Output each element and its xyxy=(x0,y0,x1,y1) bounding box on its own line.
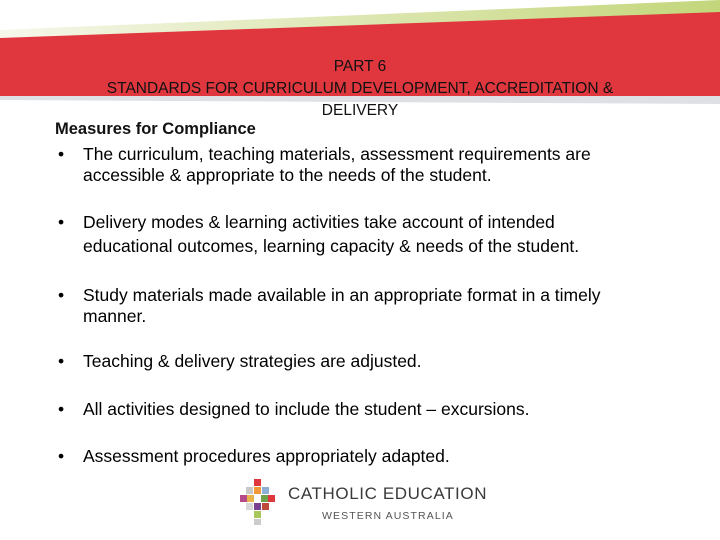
bullet-item xyxy=(56,212,579,257)
bullet-item xyxy=(56,285,600,327)
bullet-text-line: manner. xyxy=(83,306,147,326)
cross-mosaic-icon xyxy=(240,479,280,525)
title-line-2: DELIVERY xyxy=(321,102,399,119)
bullet-text-line: Assessment procedures appropriately adapted. xyxy=(83,446,450,466)
bullet-text-line: The curriculum, teaching materials, assessment requirements are xyxy=(83,144,591,164)
bullet-dot-icon: • xyxy=(58,399,65,419)
bullet-dot-icon: • xyxy=(58,212,65,232)
section-subtitle: Measures for Compliance xyxy=(55,120,256,138)
logo-name: CATHOLIC EDUCATION xyxy=(288,484,488,503)
bullet-text-line: Study materials made available in an appropriate format in a timely xyxy=(83,285,601,305)
bullet-item xyxy=(56,399,530,420)
logo-subtitle: WESTERN AUSTRALIA xyxy=(322,510,454,522)
bullet-dot-icon: • xyxy=(58,446,65,466)
bullet-text-line: accessible & appropriate to the needs of the student. xyxy=(83,165,492,185)
title-part: PART 6 xyxy=(333,58,387,75)
bullet-item xyxy=(56,144,591,186)
bullet-text-line: All activities designed to include the student – excursions. xyxy=(83,399,530,419)
catholic-education-logo xyxy=(240,479,500,529)
bullet-item xyxy=(56,351,422,372)
bullet-text-line: Delivery modes & learning activities take account of intended xyxy=(83,212,555,232)
page-title xyxy=(60,56,660,122)
bullet-text-line: Teaching & delivery strategies are adjusted. xyxy=(83,351,422,371)
bullet-dot-icon: • xyxy=(58,144,65,164)
bullet-item xyxy=(56,446,450,467)
bullet-dot-icon: • xyxy=(58,351,65,371)
bullet-dot-icon: • xyxy=(58,285,65,305)
title-line-1: STANDARDS FOR CURRICULUM DEVELOPMENT, ACCREDITATION & xyxy=(106,80,614,97)
bullet-text-line: educational outcomes, learning capacity & needs of the student. xyxy=(83,236,580,256)
